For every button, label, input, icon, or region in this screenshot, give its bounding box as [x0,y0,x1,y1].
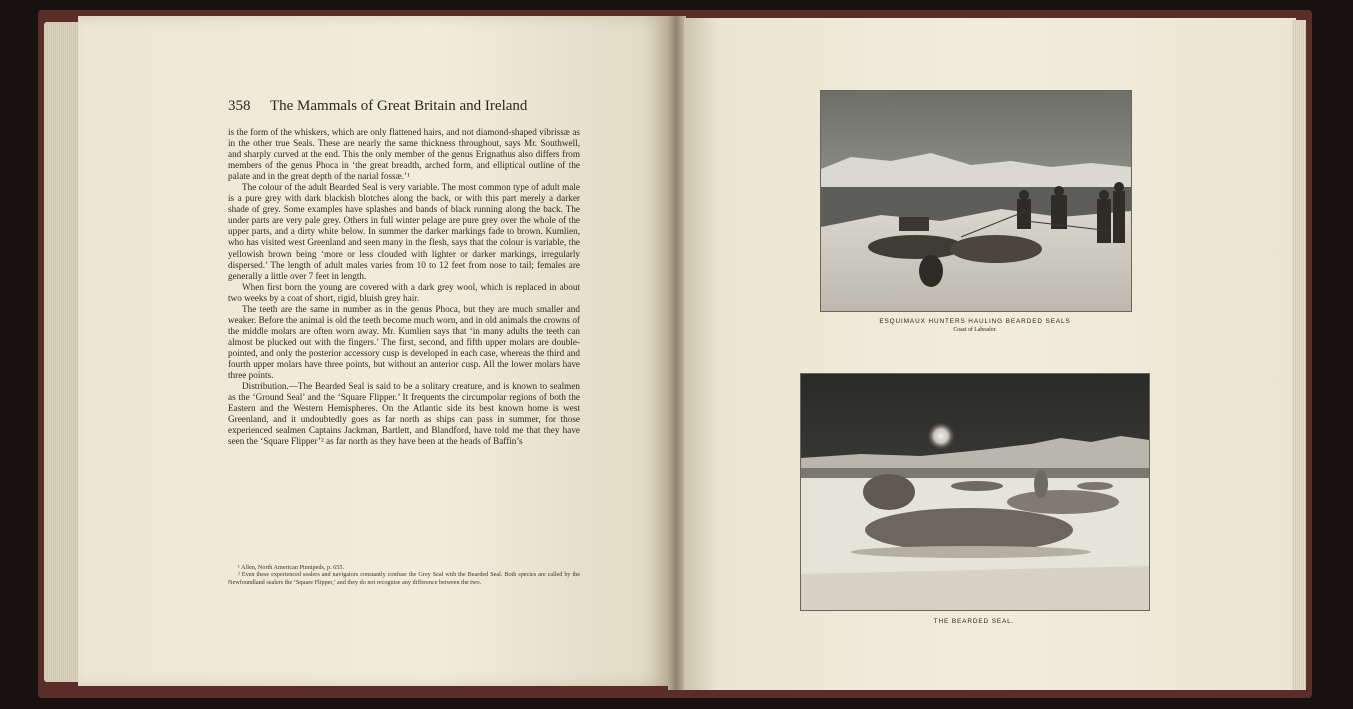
plate-caption: THE BEARDED SEAL. [933,618,1015,625]
footnote: ¹ Allen, North American Pinnipeds, p. 655. [238,564,344,571]
plate-hunters-photo [820,90,1132,312]
page-number: 358 [228,98,251,114]
running-head [228,98,588,115]
paragraph: is the form of the whiskers, which are only flattened hairs, and not diamond-shaped vibrissæ as in the other true Seals. These are nearly the same thickness throughout, says Mr. Southwell, and sharply curved at the end. This the only member of the genus Erignathus also differs from members of the genus Phoca in ‘the great breadth, arched form, and elliptical outline of the palate and in the great depth of the narial fossæ.’¹ [228,127,580,182]
running-title: The Mammals of Great Britain and Ireland [269,98,528,114]
footnotes [228,564,580,586]
body-text [228,127,580,447]
plate-subcaption: Coast of Labrador. [953,327,997,333]
paragraph: When first born the young are covered with a dark grey wool, which is replaced in about two weeks by a coat of short, rigid, bluish grey hair. [228,281,580,303]
right-page-edges [1292,20,1306,690]
plate-caption: ESQUIMAUX HUNTERS HAULING BEARDED SEALS [879,318,1071,325]
paragraph: The colour of the adult Bearded Seal is very variable. The most common type of adult male is a pure grey with dark blackish blotches along the back, or with this part merely a darker shade of grey. Some examples have splashes and bands of black running along the back. The under parts are very pale grey. Others in full winter pelage are pure grey over the whole of the upper parts, and a dirty white below. In summer the darker markings fade to brown. Kumlien, who has visited west Greenland and seen many in the flesh, says that the colour is variable, the yellowish brown being ‘more or less clouded with lighter or darker markings, irregularly dispersed.’ The length of adult males varies from 10 to 12 feet from nose to tail; females are generally a little over 7 feet in length. [228,182,580,281]
paragraph: The teeth are the same in number as in the genus Phoca, but they are much smaller and weaker. Before the animal is old the teeth become much worn, and in old animals the crowns of the middle molars are often worn away. Mr. Kumlien says that ‘in many adults the teeth can almost be plucked out with the fingers.’ The first, second, and fifth upper molars are double-pointed, and only the posterior accessory cusp is developed in each case, whereas the third and fourth upper molars have three points, but without an anterior cusp. All the lower molars have three points. [228,303,580,381]
footnote: ² Even these experienced sealers and navigators constantly confuse the Grey Seal with the Bearded Seal. Both species are called by the Newfoundland sealers the ‘Square Flipper,’ and they do not recognise any difference between the two. [228,571,580,586]
paragraph: Distribution.—The Bearded Seal is said to be a solitary creature, and is known to sealmen as the ‘Ground Seal’ and the ‘Square Flipper.’ It frequents the circumpolar regions of both the Eastern and the Western Hemispheres. On the Atlantic side its best known home is west Greenland, and it undoubtedly goes as far north as ships can pass in summer, for those experienced sealmen Captains Jackman, Bartlett, and Blandford, have told me that they have seen the ‘Square Flipper’² as far north as they have been at the heads of Baffin’s [228,381,580,447]
plate-bearded-seal-illustration [800,373,1150,611]
